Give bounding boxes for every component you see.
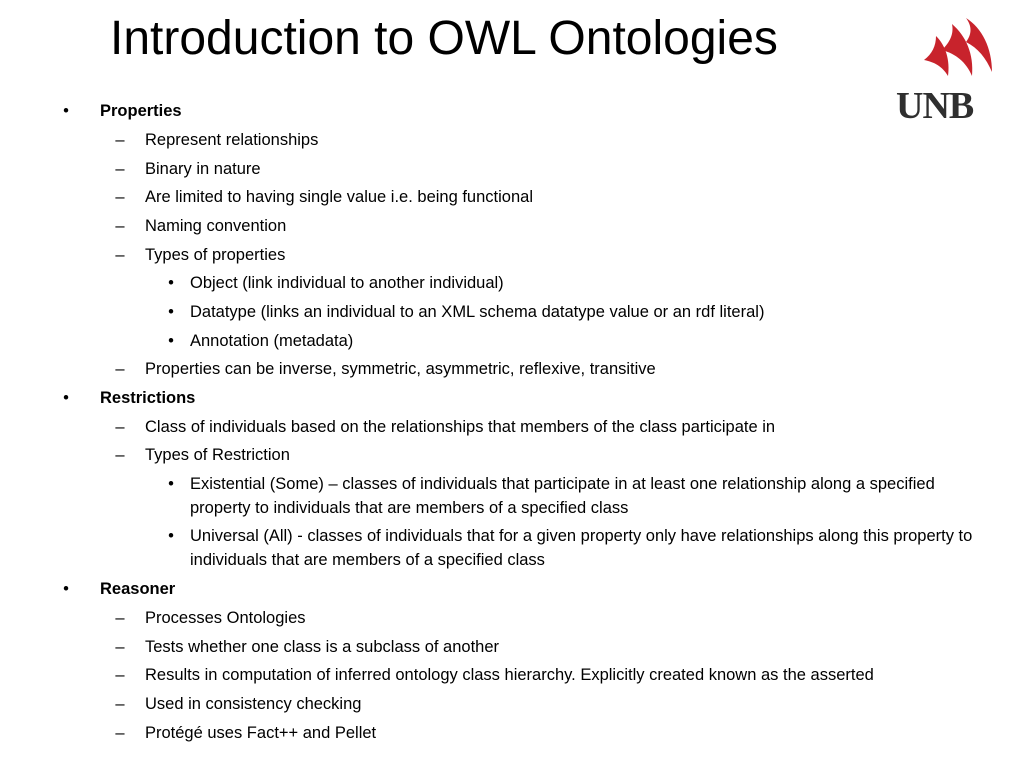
dash-marker: – — [115, 160, 125, 178]
dash-marker: – — [115, 695, 125, 713]
bullet-marker: • — [168, 303, 174, 321]
dash-marker: – — [115, 217, 125, 235]
item-text: Used in consistency checking — [145, 695, 362, 713]
item-text: Represent relationships — [145, 131, 319, 149]
bullet-marker: • — [63, 389, 69, 407]
dash-marker: – — [115, 246, 125, 264]
item-text: Universal (All) - classes of individuals that for a given property only have relationships along this property to individuals that are members of a specified class — [190, 527, 973, 569]
item-text: Tests whether one class is a subclass of another — [145, 638, 500, 656]
item-text: Are limited to having single value i.e. being functional — [145, 188, 533, 206]
item-text: Datatype (links an individual to an XML schema datatype value or an rdf literal) — [190, 303, 765, 321]
slide-title: Introduction to OWL Ontologies — [110, 12, 778, 65]
item-text: Protégé uses Fact++ and Pellet — [145, 724, 377, 742]
bullet-marker: • — [168, 475, 174, 493]
item-text: Properties — [100, 102, 182, 120]
item-text: Annotation (metadata) — [190, 332, 354, 350]
unb-logo — [896, 14, 1000, 126]
bullet-marker: • — [168, 332, 174, 350]
item-text: Results in computation of inferred ontology class hierarchy. Explicitly created known as the asserted — [145, 666, 874, 684]
dash-marker: – — [115, 188, 125, 206]
item-text: Restrictions — [100, 389, 196, 407]
item-text: Types of Restriction — [145, 446, 290, 464]
item-text: Binary in nature — [145, 160, 261, 178]
dash-marker: – — [115, 131, 125, 149]
dash-marker: – — [115, 360, 125, 378]
item-text: Reasoner — [100, 580, 176, 598]
item-text: Class of individuals based on the relationships that members of the class participate in — [145, 418, 776, 436]
sail-icon — [896, 14, 1000, 86]
dash-marker: – — [115, 446, 125, 464]
dash-marker: – — [115, 638, 125, 656]
item-text: Naming convention — [145, 217, 287, 235]
item-text: Processes Ontologies — [145, 609, 306, 627]
dash-marker: – — [115, 609, 125, 627]
bullet-marker: • — [63, 102, 69, 120]
dash-marker: – — [115, 666, 125, 684]
bullet-marker: • — [168, 527, 174, 545]
item-text: Types of properties — [145, 246, 286, 264]
dash-marker: – — [115, 418, 125, 436]
logo-text: UNB — [896, 85, 974, 127]
bullet-marker: • — [168, 274, 174, 292]
dash-marker: – — [115, 724, 125, 742]
item-text: Existential (Some) – classes of individuals that participate in at least one relationship along a specified property to individuals that are members of a specified class — [190, 475, 935, 517]
item-text: Object (link individual to another individual) — [190, 274, 504, 292]
bullet-marker: • — [63, 580, 69, 598]
item-text: Properties can be inverse, symmetric, asymmetric, reflexive, transitive — [145, 360, 656, 378]
